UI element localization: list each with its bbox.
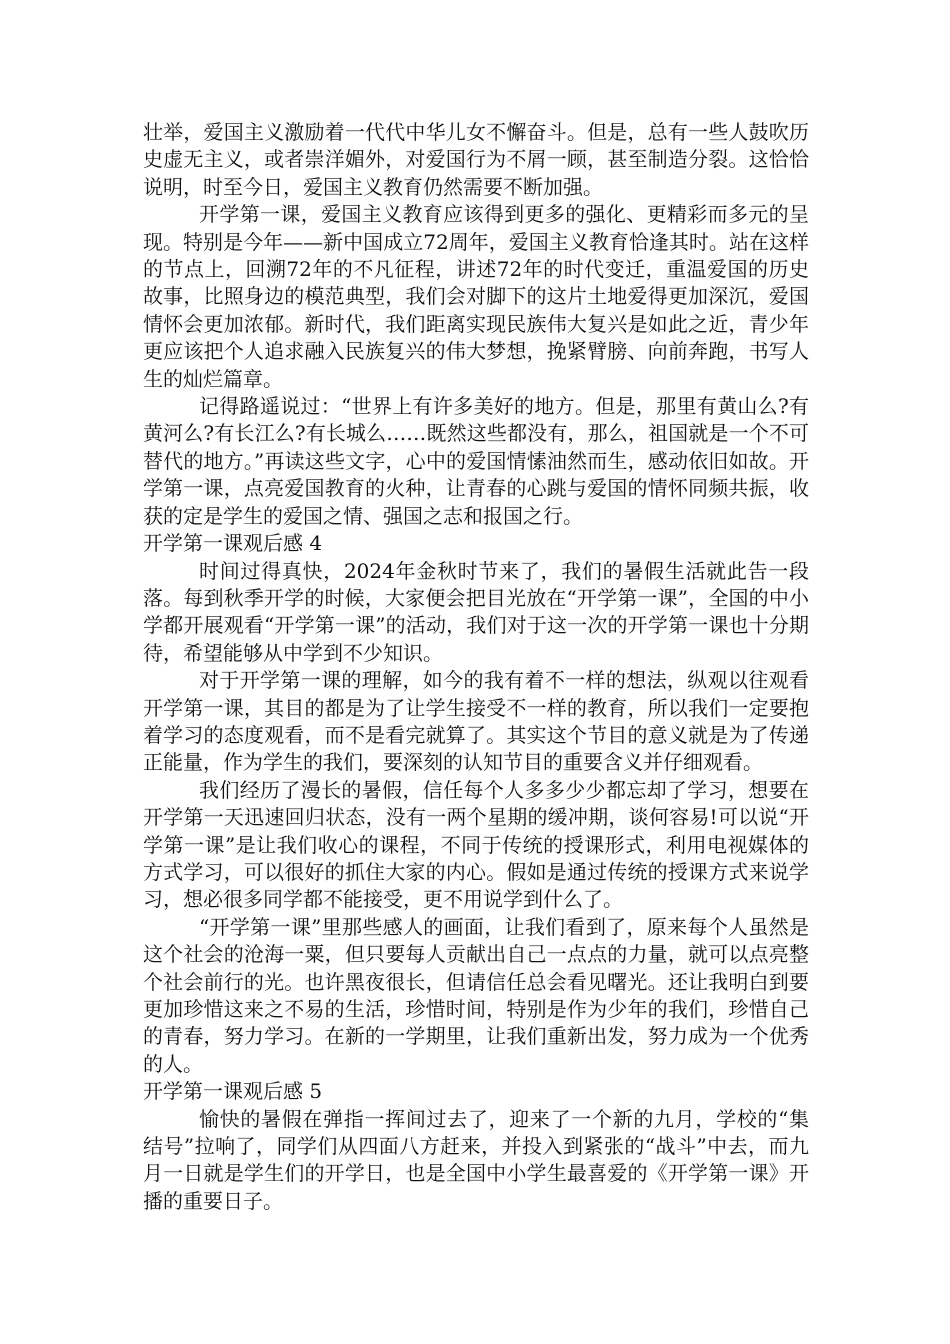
paragraph-2: 开学第一课，爱国主义教育应该得到更多的强化、更精彩而多元的呈现。特别是今年——新中国成立72周年，爱国主义教育恰逢其时。站在这样的节点上，回溯72年的不凡征程，讲述72年的时代变迁，重温爱国的历史故事，比照身边的模范典型，我们会对脚下的这片土地爱得更加深沉，爱国情怀会更加浓郁。新时代，我们距离实现民族伟大复兴是如此之近，青少年更应该把个人追求融入民族复兴的伟大梦想，挽紧臂膀、向前奔跑，书写人生的灿烂篇章。 bbox=[143, 202, 809, 391]
paragraph-5: 对于开学第一课的理解，如今的我有着不一样的想法，纵观以往观看开学第一课，其目的都是为了让学生接受不一样的教育，所以我们一定要抱着学习的态度观看，而不是看完就算了。其实这个节目的意义就是为了传递正能量，作为学生的我们，要深刻的认知节目的重要含义并仔细观看。 bbox=[143, 668, 809, 775]
section-heading-4: 开学第一课观后感 4 bbox=[143, 531, 323, 556]
section-heading-5: 开学第一课观后感 5 bbox=[143, 1079, 323, 1104]
paragraph-1: 壮举，爱国主义激励着一代代中华儿女不懈奋斗。但是，总有一些人鼓吹历史虚无主义，或者崇洋媚外，对爱国行为不屑一顾，甚至制造分裂。这恰恰说明，时至今日，爱国主义教育仍然需要不断加强。 bbox=[143, 120, 809, 199]
paragraph-8: 愉快的暑假在弹指一挥间过去了，迎来了一个新的九月，学校的“集结号”拉响了，同学们从四面八方赶来，并投入到紧张的“战斗”中去，而九月一日就是学生们的开学日，也是全国中小学生最喜爱的《开学第一课》开播的重要日子。 bbox=[143, 1106, 809, 1213]
paragraph-4: 时间过得真快，2024年金秋时节来了，我们的暑假生活就此告一段落。每到秋季开学的时候，大家便会把目光放在“开学第一课”，全国的中小学都开展观看“开学第一课”的活动，我们对于这一次的开学第一课也十分期待，希望能够从中学到不少知识。 bbox=[143, 558, 809, 665]
paragraph-7: “开学第一课”里那些感人的画面，让我们看到了，原来每个人虽然是这个社会的沧海一粟，但只要每人贡献出自己一点点的力量，就可以点亮整个社会前行的光。也许黑夜很长，但请信任总会看见曙光。还让我明白到要更加珍惜这来之不易的生活，珍惜时间，特别是作为少年的我们，珍惜自己的青春，努力学习。在新的一学期里，让我们重新出发，努力成为一个优秀的人。 bbox=[143, 914, 809, 1076]
document-body bbox=[143, 119, 809, 1215]
paragraph-6: 我们经历了漫长的暑假，信任每个人多多少少都忘却了学习，想要在开学第一天迅速回归状态，没有一两个星期的缓冲期，谈何容易!可以说“开学第一课”是让我们收心的课程，不同于传统的授课形式，利用电视媒体的方式学习，可以很好的抓住大家的内心。假如是通过传统的授课方式来说学习，想必很多同学都不能接受，更不用说学到什么了。 bbox=[143, 777, 809, 912]
paragraph-3: 记得路遥说过：“世界上有许多美好的地方。但是，那里有黄山么?有黄河么?有长江么?有长城么……既然这些都没有，那么，祖国就是一个不可替代的地方。”再读这些文字，心中的爱国情愫油然而生，感动依旧如故。开学第一课，点亮爱国教育的火种，让青春的心跳与爱国的情怀同频共振，收获的定是学生的爱国之情、强国之志和报国之行。 bbox=[143, 394, 809, 528]
